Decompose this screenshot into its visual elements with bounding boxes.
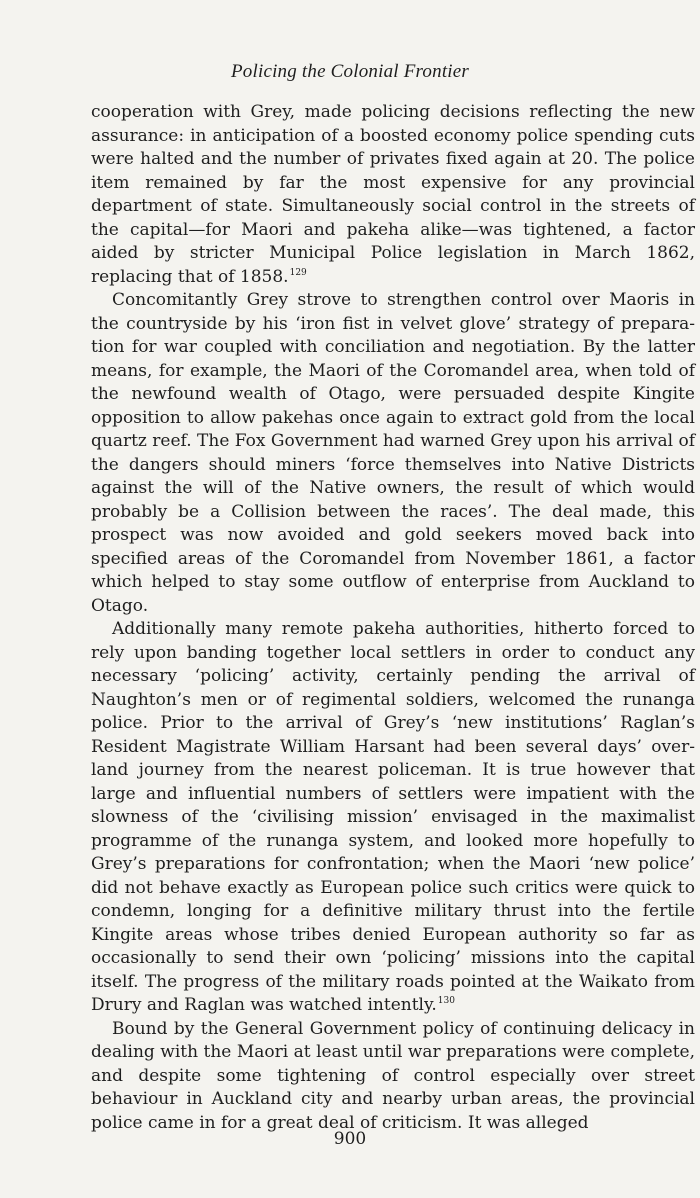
body-text xyxy=(91,101,695,1135)
footnote-marker: 130 xyxy=(437,996,455,1006)
paragraph-2 xyxy=(91,289,695,618)
paragraph-text: cooperation with Grey, made policing decisions reflecting the new assurance: in anticipation of a boosted economy police spending cuts were halted and the number of privates fixed again at 20. The police item remained by far the most expensive for any provincial department of state. Simultaneously social control in the streets of the capital—for Maori and pakeha alike—was tightened, a factor aided by stricter Municipal Police legislation in March 1862, replacing that of 1858. xyxy=(91,102,695,287)
paragraph-text: Additionally many remote pakeha authorities, hitherto forced to rely upon banding together local settlers in order to conduct any necessary ‘policing’ activity, certainly pending the arrival of Naughton’s men or of regimental soldiers, welcomed the runanga police. Prior to the arrival of Grey’s ‘new institutions’ Raglan’s Resident Magistrate William Harsant had been several days’ overland journey from the nearest policeman. It is true however that large and influential numbers of settlers were impatient with the slowness of the ‘civilising mission’ envisaged in the maximalist programme of the runanga system, and looked more hopefully to Grey’s preparations for confrontation; when the Maori ‘new police’ did not behave exactly as European police such critics were quick to condemn, longing for a definitive military thrust into the fertile Kingite areas whose tribes denied European authority so far as occasionally to send their own ‘policing’ missions into the capital itself. The progress of the military roads pointed at the Waikato from Drury and Raglan was watched intently. xyxy=(91,619,695,1015)
paragraph-text: Concomitantly Grey strove to strengthen control over Maoris in the countryside by his ‘iron fist in velvet glove’ strategy of preparation for war coupled with conciliation and negotiation. By the latter means, for example, the Maori of the Coromandel area, when told of the newfound wealth of Otago, were persuaded despite Kingite opposition to allow pakehas once again to extract gold from the local quartz reef. The Fox Government had warned Grey upon his arrival of the dangers should miners ‘force themselves into Native Districts against the will of the Native owners, the result of which would probably be a Collision between the races’. The deal made, this prospect was now avoided and gold seekers moved back into specified areas of the Coromandel from November 1861, a factor which helped to stay some outflow of enterprise from Auckland to Otago. xyxy=(91,290,695,616)
paragraph-3 xyxy=(91,618,695,1018)
paragraph-1 xyxy=(91,101,695,289)
page-number: 900 xyxy=(333,1129,367,1149)
paragraph-text: Bound by the General Government policy of continuing delicacy in dealing with the Maori at least until war preparations were complete, and despite some tightening of control especially over street behaviour in Auckland city and nearby urban areas, the provincial police came in for a great deal of criticism. It was alleged xyxy=(91,1018,695,1133)
paragraph-4 xyxy=(91,1018,695,1136)
running-header: Policing the Colonial Frontier xyxy=(230,61,470,82)
footnote-marker: 129 xyxy=(289,267,307,278)
